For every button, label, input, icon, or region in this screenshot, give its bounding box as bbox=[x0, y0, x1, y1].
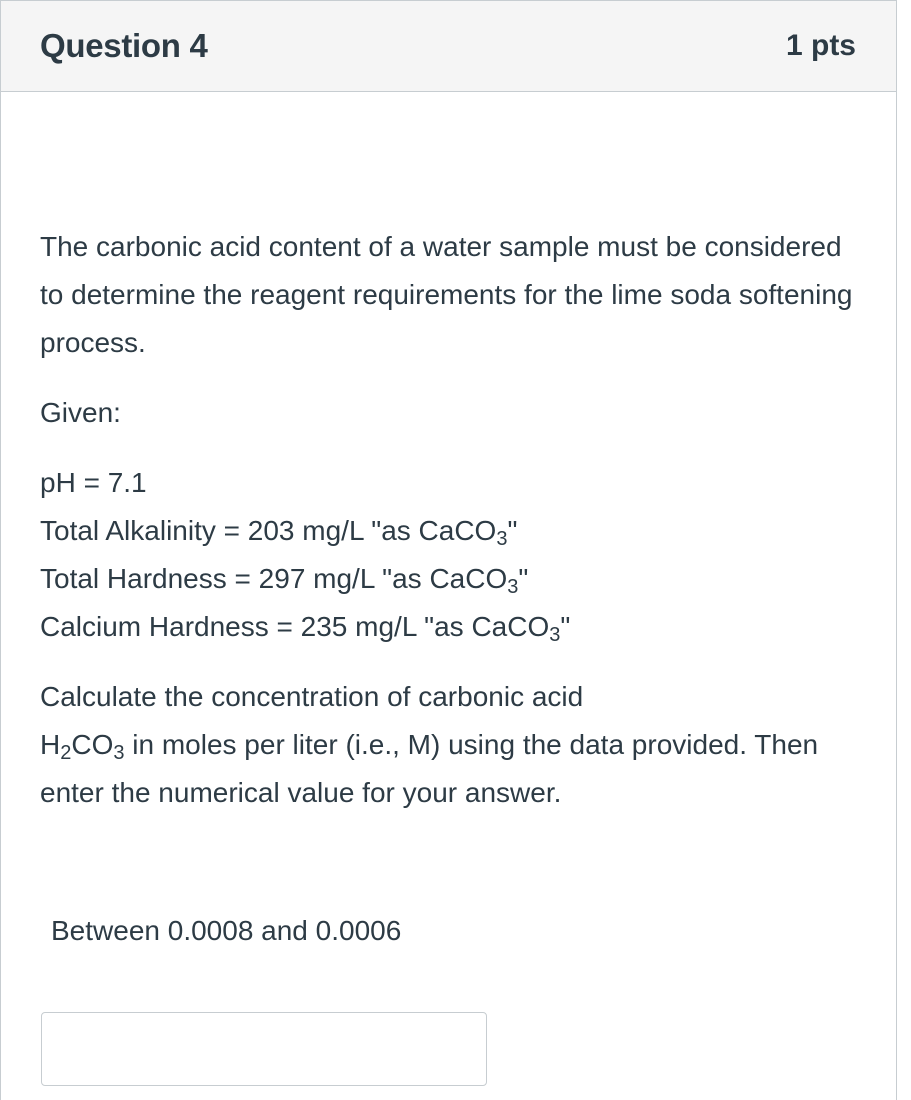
given-label: Given: bbox=[40, 397, 121, 428]
given-line-calcium-hardness: Calcium Hardness = 235 mg/L "as CaCO$_3$" bbox=[40, 611, 571, 646]
question-intro: The carbonic acid content of a water sample must be considered to determine the reagent requirements for the lime soda softening process. bbox=[40, 231, 853, 358]
answer-hint: Between 0.0008 and 0.0006 bbox=[51, 915, 402, 946]
question-text bbox=[40, 223, 860, 817]
given-line-total-hardness: Total Hardness = 297 mg/L "as CaCO$_3$" bbox=[40, 563, 529, 598]
question-instruction: Calculate the concentration of carbonic acid $H_2CO_3$ in moles per liter (i.e., M) using the data provided. Then enter the numerical value for your answer. bbox=[40, 681, 819, 808]
given-data-list bbox=[40, 459, 860, 651]
given-line-total-alkalinity: Total Alkalinity = 203 mg/L "as CaCO$_3$" bbox=[40, 515, 518, 550]
given-line-ph: pH = 7.1 bbox=[40, 467, 147, 498]
question-points: 1 pts bbox=[785, 29, 856, 62]
answer-input[interactable] bbox=[41, 1012, 487, 1086]
question-title: Question 4 bbox=[40, 27, 208, 64]
question-header bbox=[1, 1, 896, 92]
